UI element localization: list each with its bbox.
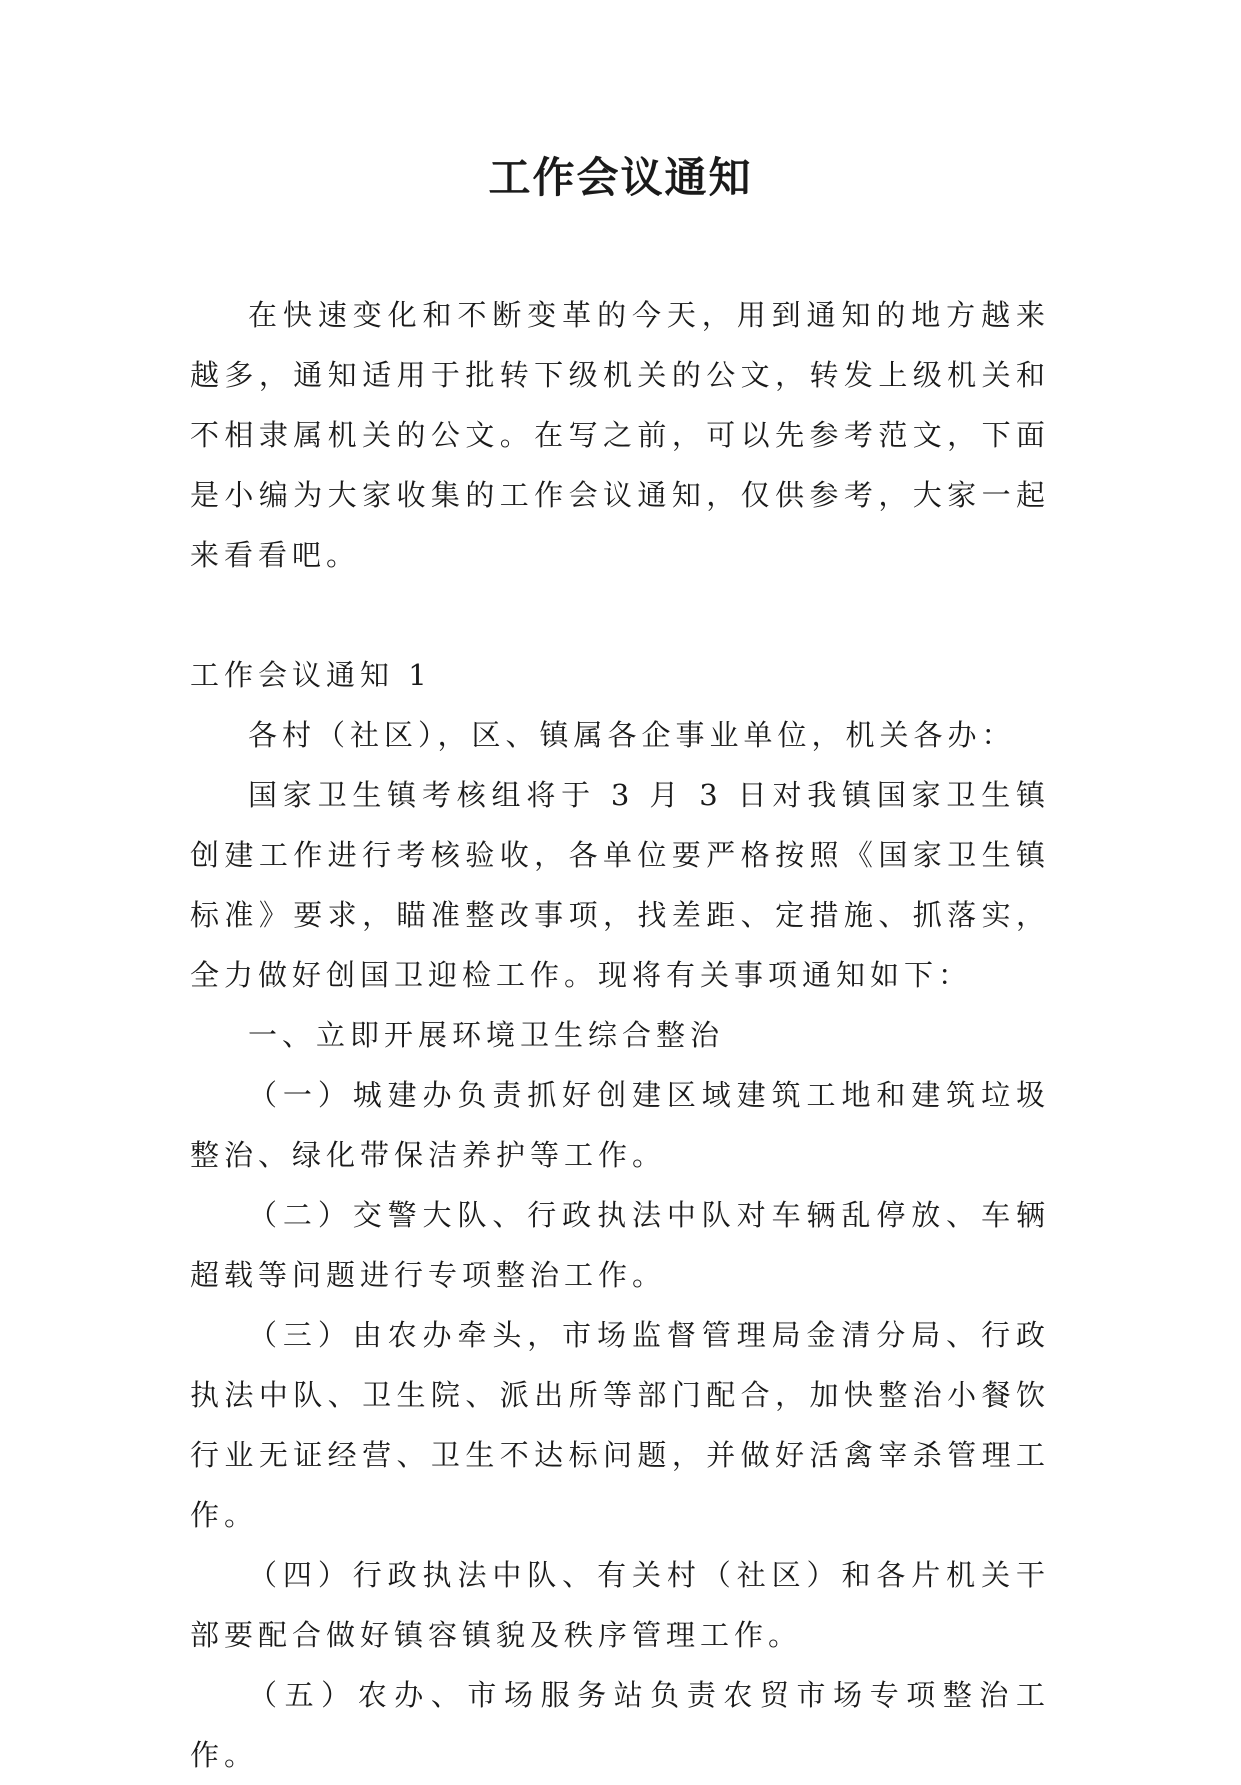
sub-item-paragraph: （三）由农办牵头，市场监督管理局金清分局、行政执法中队、卫生院、派出所等部门配合，加快整治小餐饮行业无证经营、卫生不达标问题，并做好活禽宰杀管理工作。 — [190, 1318, 1050, 1532]
item-heading: 一、立即开展环境卫生综合整治 — [248, 1018, 725, 1052]
sub-item-paragraph: （四）行政执法中队、有关村（社区）和各片机关干部要配合做好镇容镇貌及秩序管理工作。 — [190, 1558, 1050, 1652]
salutation-paragraph: 各村（社区），区、镇属各企事业单位，机关各办： — [248, 718, 1016, 752]
sub-item-paragraph: （一）城建办负责抓好创建区域建筑工地和建筑垃圾整治、绿化带保洁养护等工作。 — [190, 1078, 1050, 1172]
section-heading: 工作会议通知 1 — [190, 658, 432, 692]
document-title: 工作会议通知 — [488, 153, 753, 202]
notice-paragraph: 国家卫生镇考核组将于 3 月 3 日对我镇国家卫生镇创建工作进行考核验收，各单位要严格按照《国家卫生镇标准》要求，瞄准整改事项，找差距、定措施、抓落实，全力做好创国卫迎检工作。现将有关事项通知如下： — [190, 778, 1050, 992]
sub-item-paragraph: （二）交警大队、行政执法中队对车辆乱停放、车辆超载等问题进行专项整治工作。 — [190, 1198, 1050, 1292]
document-body — [190, 285, 1050, 1785]
sub-item-paragraph: （五）农办、市场服务站负责农贸市场专项整治工作。 — [190, 1678, 1050, 1772]
intro-paragraph: 在快速变化和不断变革的今天，用到通知的地方越来越多，通知适用于批转下级机关的公文，转发上级机关和不相隶属机关的公文。在写之前，可以先参考范文，下面是小编为大家收集的工作会议通知，仅供参考，大家一起来看看吧。 — [190, 298, 1050, 572]
